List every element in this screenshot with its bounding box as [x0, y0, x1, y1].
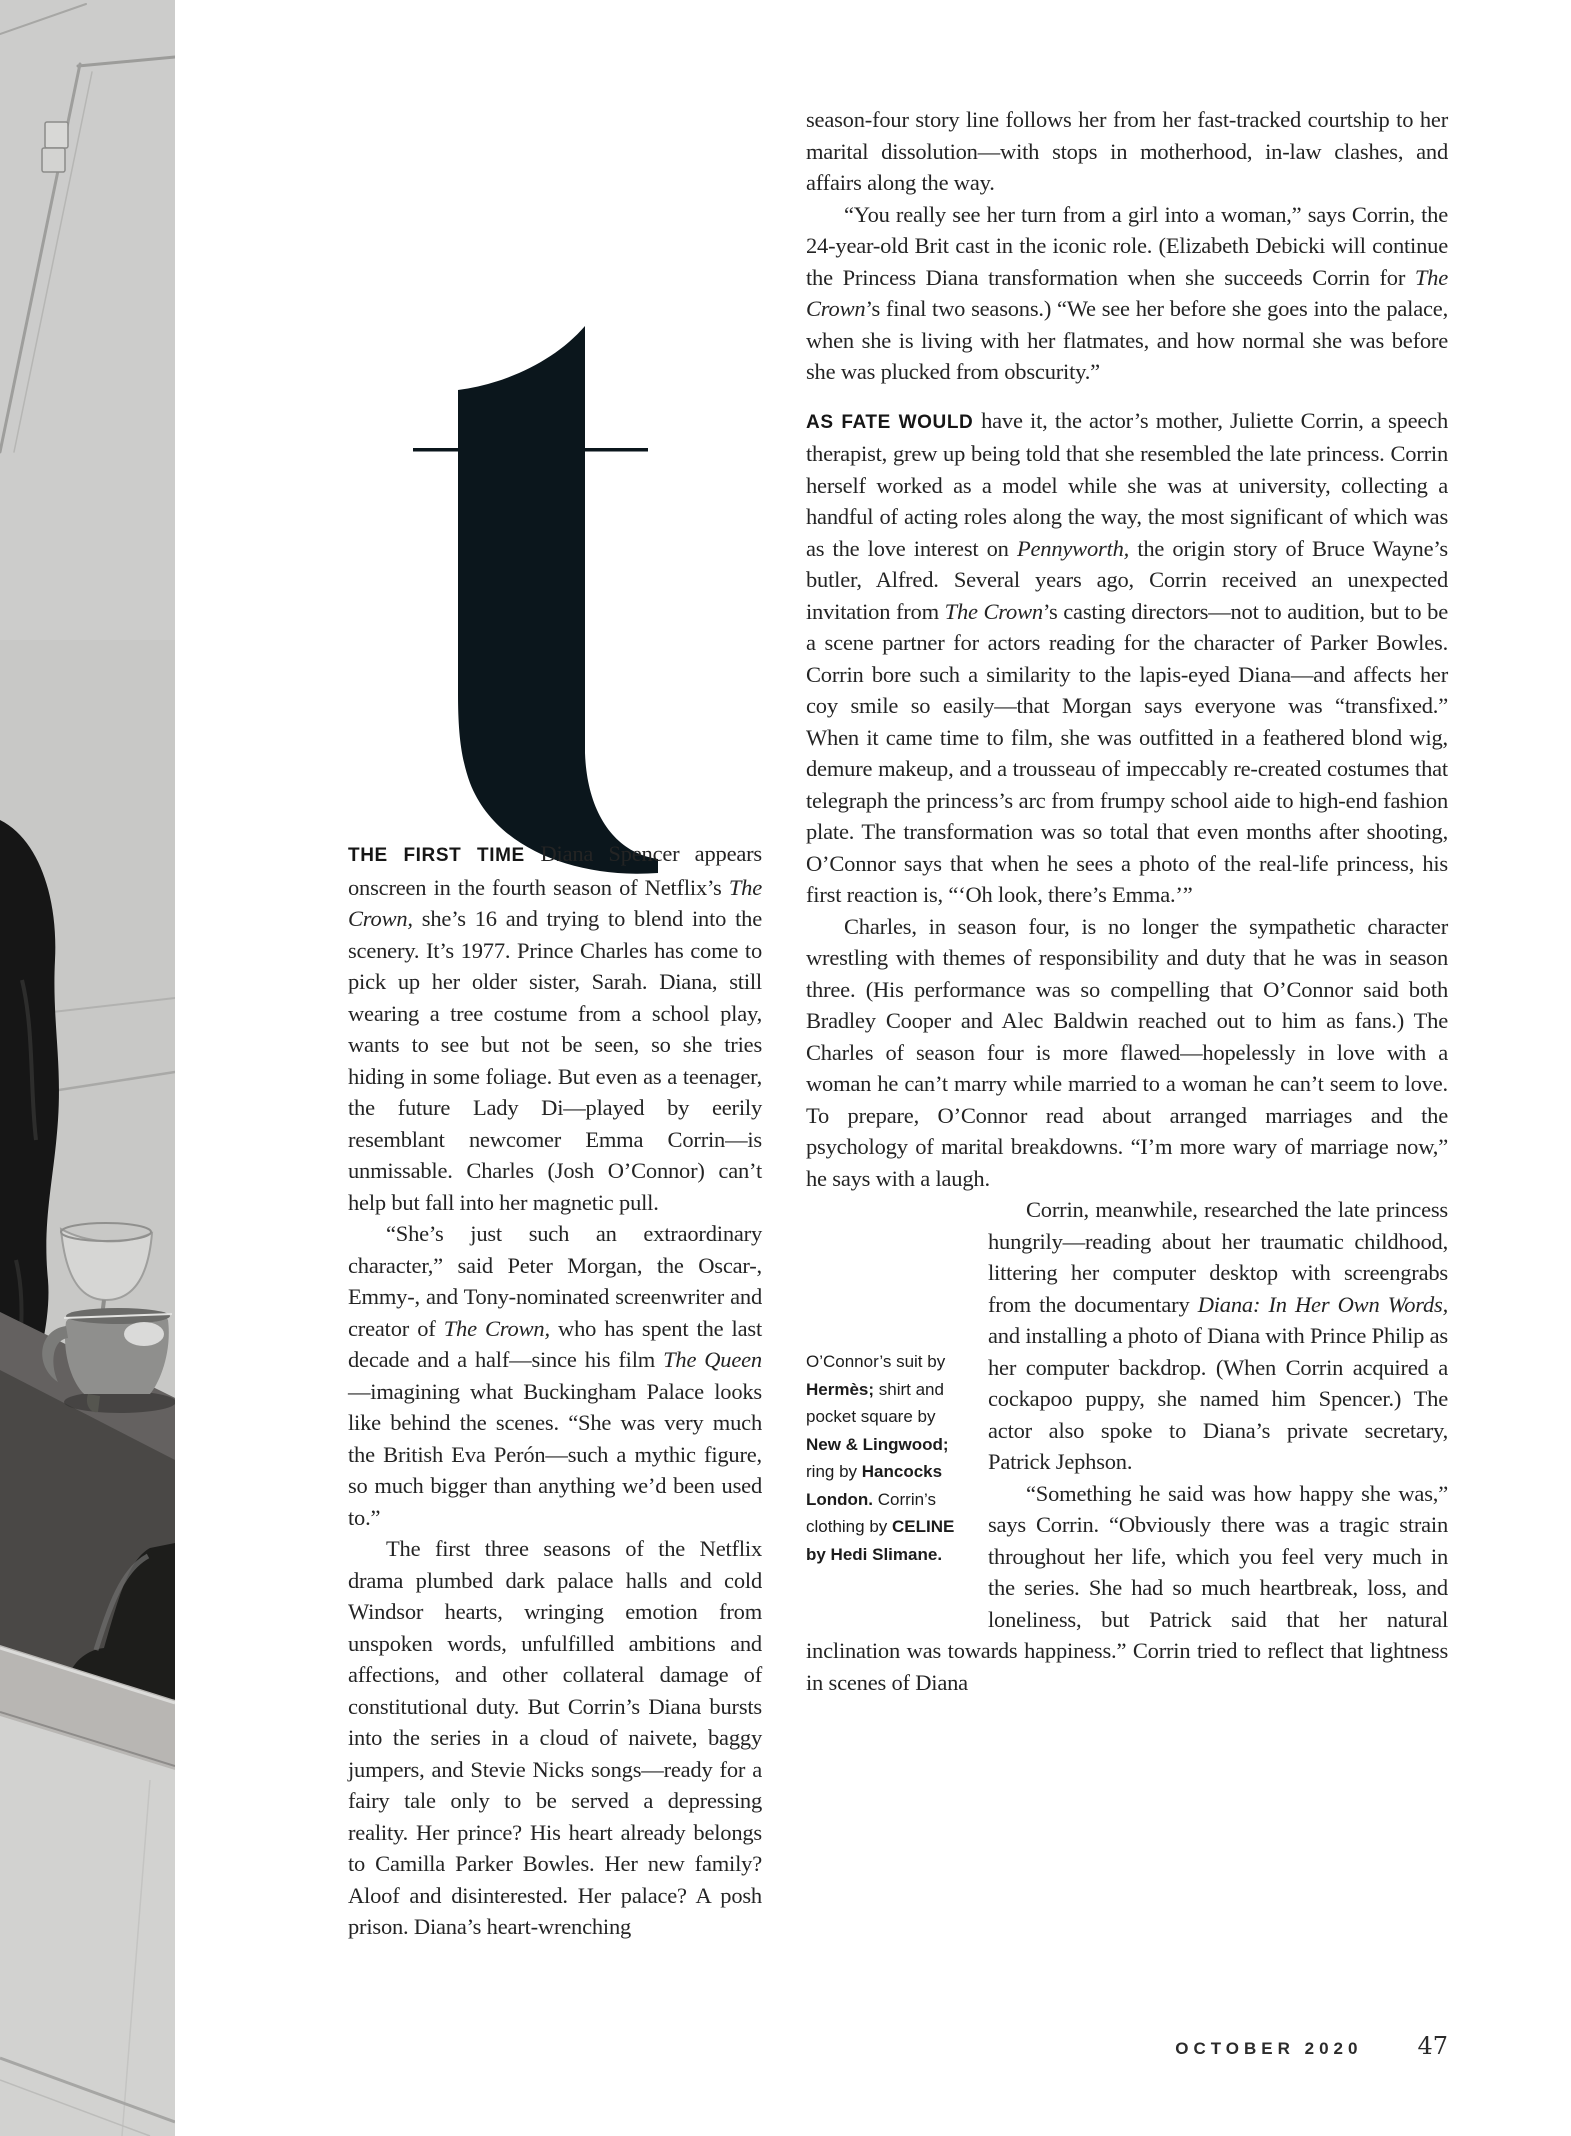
paragraph-lead-in: AS FATE WOULD: [806, 411, 982, 433]
right-text-column: [806, 104, 1448, 1698]
text-segment: the origin story of Bruce Wayne’s butler, Alfred. Several years ago, Corrin received an unexpected invitation from: [806, 535, 1448, 624]
text-segment: she’s 16 and trying to blend into the scenery. It’s 1977. Prince Charles has come to pick up her older sister, Sarah. Diana, still wearing a tree costume from a school play, wants to see but not be seen, so she tries hiding in some foliage. But even as a teenager, the future Lady Di—played by eerily resemblant newcomer Emma Corrin—is unmissable. Charles (Josh O’Connor) can’t help but fall into her magnetic pull.: [348, 906, 762, 1215]
text-segment: ’s final two seasons.) “We see her before she goes into the palace, when she is living with her flatmates, and how normal she was before she was plucked from obscurity.”: [806, 296, 1448, 384]
text-segment: shirt and pocket square by: [806, 1379, 944, 1426]
body-paragraph: [806, 405, 1448, 911]
footer-issue-date: OCTOBER 2020: [1175, 2039, 1363, 2058]
door-hinge: [42, 122, 68, 172]
right-column-wrap-zone: [806, 1194, 1448, 1698]
table-front-panel: [0, 1645, 175, 2136]
text-segment: —imagining what Buckingham Palace looks like behind the scenes. “She was very much the British Eva Perón—such a mythic figure, so much bigger than anything we’d been used to.”: [348, 1378, 762, 1530]
page-footer: [806, 2032, 1448, 2060]
text-segment: Diana Spencer appears onscreen in the fourth season of Netflix’s: [348, 841, 762, 900]
text-segment: season-four story line follows her from her fast-tracked courtship to her marital dissolution—with stops in motherhood, in-law clashes, and affairs along the way.: [806, 107, 1448, 195]
text-segment: Charles, in season four, is no longer the sympathetic character wrestling with themes of responsibility and duty that he was in season three. (His performance was so compelling that O’Connor said both Bradley Cooper and Alec Baldwin reached out to him as fans.) The Charles of season four is more flawed—hopelessly in love with a woman he can’t marry while married to a woman he can’t seem to love. To prepare, O’Connor read about arranged marriages and the psychology of marital breakdowns. “I’m more wary of marriage now,” he says with a laugh.: [806, 913, 1448, 1191]
text-segment: ring by: [806, 1462, 862, 1481]
body-paragraph: [348, 1533, 762, 1943]
text-segment: have it, the actor’s mother, Juliette Corrin, a speech therapist, grew up being told that she resembled the late princess. Corrin herself worked as a model while she was at university, collecting a handful of acting roles along the way, the most significant of which was as the love interest on: [806, 407, 1448, 561]
drop-cap-t: [400, 313, 670, 898]
fashion-credits-text: [806, 1348, 958, 1568]
body-paragraph: [806, 199, 1448, 388]
photo-illustration: [0, 0, 175, 2136]
text-segment: O’Connor’s suit by: [806, 1352, 946, 1371]
text-segment: The Crown: [806, 264, 1448, 321]
fashion-credits-block: [806, 1290, 988, 1612]
text-segment: “She’s just such an extraordinary character,” said Peter Morgan, the Oscar-, Emmy-, and Tony-nominated screenwriter and creator of: [348, 1221, 762, 1341]
text-segment: Corrin, meanwhile, researched the late princess hungrily—reading about her traumatic childhood, littering her computer desktop with screengrabs from the documentary: [988, 1197, 1448, 1317]
text-segment: ’s casting directors—not to audition, but to be a scene partner for actors reading for the character of Parker Bowles. Corrin bore such a similarity to the lapis-eyed Diana—and affects her coy smile so easily—that Morgan says everyone was “transfixed.” When it came time to film, she was outfitted in a feathered blond wig, demure makeup, and a trousseau of impeccably re-created costumes that telegraph the princess’s arc from frumpy school aide to high-end fashion plate. The transformation was so total that even months after shooting, O’Connor says that when he sees a photo of the real-life princess, his first reaction is, “‘Oh look, there’s Emma.’”: [806, 598, 1449, 907]
text-segment: The Queen: [663, 1347, 762, 1372]
drop-cap-crossbar: [413, 448, 648, 452]
text-segment: Corrin’s clothing by: [806, 1489, 937, 1536]
text-segment: Diana: In Her Own Words,: [1197, 1291, 1448, 1317]
text-segment: CELINE by Hedi Slimane.: [806, 1517, 955, 1564]
right-column-upper-paragraphs: [806, 104, 1448, 1194]
paragraph-lead-in: THE FIRST TIME: [348, 845, 541, 866]
left-page-photo-crop: [0, 0, 175, 2136]
text-segment: “Something he said was how happy she was,” says Corrin. “Obviously there was a tragic strain throughout her life, which you feel very much in the series. She had so much heartbreak, loss, and loneliness, but Patrick said that her natural inclination was towards happiness.” Corrin tried to reflect that lightness in scenes of Diana: [806, 1480, 1448, 1695]
body-paragraph: [806, 104, 1448, 199]
middle-text-column: [348, 838, 762, 1943]
text-segment: Pennyworth,: [1016, 535, 1130, 561]
text-segment: The Crown: [944, 598, 1043, 624]
text-segment: Hermès;: [806, 1379, 879, 1399]
text-segment: Hancocks London.: [806, 1462, 943, 1509]
drop-cap-t-glyph: [413, 326, 658, 874]
footer-page-number: 47: [1417, 2032, 1448, 2060]
body-paragraph: [348, 1218, 762, 1533]
body-paragraph: [348, 838, 762, 1218]
text-segment: and installing a photo of Diana with Prince Philip as her computer backdrop. (When Corrin acquired a cockapoo puppy, she named him Spencer.) The actor also spoke to Diana’s private secretary, Patrick Jephson.: [988, 1323, 1448, 1474]
text-segment: who has spent the last decade and a half—since his film: [348, 1315, 763, 1372]
body-paragraph: [806, 911, 1448, 1195]
text-segment: New & Lingwood;: [806, 1434, 949, 1454]
text-segment: The Crown,: [348, 874, 762, 931]
text-segment: The first three seasons of the Netflix drama plumbed dark palace halls and cold Windsor hearts, wringing emotion from unspoken words, unfulfilled ambitions and affections, and other collateral damage of constitutional duty. But Corrin’s Diana bursts into the series in a cloud of naivete, baggy jumpers, and Stevie Nicks songs—ready for a fairy tale only to be served a depressing reality. Her prince? His heart already belongs to Camilla Parker Bowles. Her new family? Aloof and disinterested. Her palace? A posh prison. Diana’s heart-wrenching: [348, 1536, 762, 1939]
text-segment: “You really see her turn from a girl into a woman,” says Corrin, the 24-year-old Brit cast in the iconic role. (Elizabeth Debicki will continue the Princess Diana transformation when she succeeds Corrin for: [806, 201, 1448, 290]
text-segment: The Crown,: [443, 1315, 550, 1341]
